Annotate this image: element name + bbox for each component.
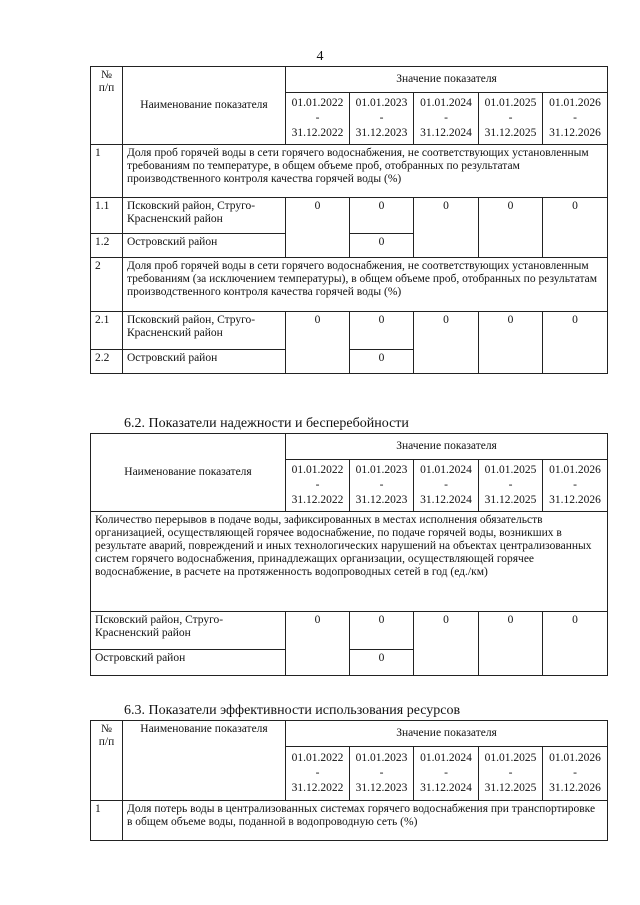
value-cell: 0 <box>414 312 479 374</box>
period-2026: 01.01.2026 - 31.12.2026 <box>543 747 608 801</box>
row-num: 1.2 <box>91 234 123 258</box>
row-num: 2.1 <box>91 312 123 350</box>
row-num: 1 <box>91 801 123 841</box>
efficiency-indicators-table <box>90 720 608 841</box>
period-2023: 01.01.2023 - 31.12.2023 <box>350 93 414 145</box>
district-name: Псковский район, Струго-Красненский район <box>91 612 286 650</box>
period-2026: 01.01.2026 - 31.12.2026 <box>543 460 608 512</box>
row-num: 1 <box>91 145 123 198</box>
district-name: Островский район <box>123 350 286 374</box>
district-name: Островский район <box>91 650 286 676</box>
indicator-text: Доля потерь воды в централизованных системах горячего водоснабжения при транспортировке в общем объеме воды, поданной в водопроводную сеть (%) <box>123 801 608 841</box>
reliability-indicators-table <box>90 433 608 676</box>
district-name: Псковский район, Струго-Красненский район <box>123 198 286 234</box>
indicator-text: Количество перерывов в подаче воды, зафиксированных в местах исполнения обязательств организацией, осуществляющей горячее водоснабжение, по подаче горячей воды, возникших в результате аварий, повреждений и иных технологических нарушений на объектах централизованных систем горячего водоснабжения, принадлежащих организации, осуществляющей горячее водоснабжение, в расчете на протяженность водопроводных сетей в год (ед./км) <box>91 512 608 612</box>
value-cell: 0 <box>479 312 543 374</box>
period-2026: 01.01.2026 - 31.12.2026 <box>543 93 608 145</box>
row-num: 2.2 <box>91 350 123 374</box>
value-cell: 0 <box>350 612 414 650</box>
period-2022: 01.01.2022 - 31.12.2022 <box>286 93 350 145</box>
value-cell: 0 <box>543 198 608 258</box>
value-cell: 0 <box>414 612 479 676</box>
value-cell: 0 <box>543 612 608 676</box>
period-2023: 01.01.2023 - 31.12.2023 <box>350 460 414 512</box>
value-cell: 0 <box>350 650 414 676</box>
header-value: Значение показателя <box>286 434 608 460</box>
section-title-reliability: 6.2. Показатели надежности и бесперебойности <box>124 416 409 431</box>
header-value: Значение показателя <box>286 67 608 93</box>
period-2023: 01.01.2023 - 31.12.2023 <box>350 747 414 801</box>
value-cell: 0 <box>414 198 479 258</box>
header-num: № п/п <box>91 67 123 145</box>
header-name: Наименование показателя <box>91 434 286 512</box>
district-name: Псковский район, Струго-Красненский район <box>123 312 286 350</box>
period-2022: 01.01.2022 - 31.12.2022 <box>286 747 350 801</box>
value-cell: 0 <box>286 612 350 676</box>
quality-indicators-table <box>90 66 608 374</box>
value-cell: 0 <box>479 198 543 258</box>
header-name: Наименование показателя <box>123 721 286 801</box>
section-title-efficiency: 6.3. Показатели эффективности использования ресурсов <box>124 703 461 718</box>
district-name: Островский район <box>123 234 286 258</box>
row-num: 2 <box>91 258 123 312</box>
header-num: № п/п <box>91 721 123 801</box>
value-cell: 0 <box>286 198 350 258</box>
indicator-text: Доля проб горячей воды в сети горячего водоснабжения, не соответствующих установленным требованиям по температуре, в общем объеме проб, отобранных по результатам производственного контроля качества горячей воды (%) <box>123 145 608 198</box>
period-2025: 01.01.2025 - 31.12.2025 <box>479 747 543 801</box>
value-cell: 0 <box>350 234 414 258</box>
row-num: 1.1 <box>91 198 123 234</box>
value-cell: 0 <box>350 198 414 234</box>
page-number: 4 <box>316 49 324 64</box>
period-2025: 01.01.2025 - 31.12.2025 <box>479 460 543 512</box>
header-name: Наименование показателя <box>123 67 286 145</box>
period-2024: 01.01.2024 - 31.12.2024 <box>414 460 479 512</box>
value-cell: 0 <box>350 350 414 374</box>
header-value: Значение показателя <box>286 721 608 747</box>
value-cell: 0 <box>350 312 414 350</box>
value-cell: 0 <box>543 312 608 374</box>
value-cell: 0 <box>479 612 543 676</box>
period-2025: 01.01.2025 - 31.12.2025 <box>479 93 543 145</box>
period-2024: 01.01.2024 - 31.12.2024 <box>414 747 479 801</box>
value-cell: 0 <box>286 312 350 374</box>
indicator-text: Доля проб горячей воды в сети горячего водоснабжения, не соответствующих установленным требованиям (за исключением температуры), в общем объеме проб, отобранных по результатам производственного контроля качества горячей воды (%) <box>123 258 608 312</box>
period-2024: 01.01.2024 - 31.12.2024 <box>414 93 479 145</box>
period-2022: 01.01.2022 - 31.12.2022 <box>286 460 350 512</box>
